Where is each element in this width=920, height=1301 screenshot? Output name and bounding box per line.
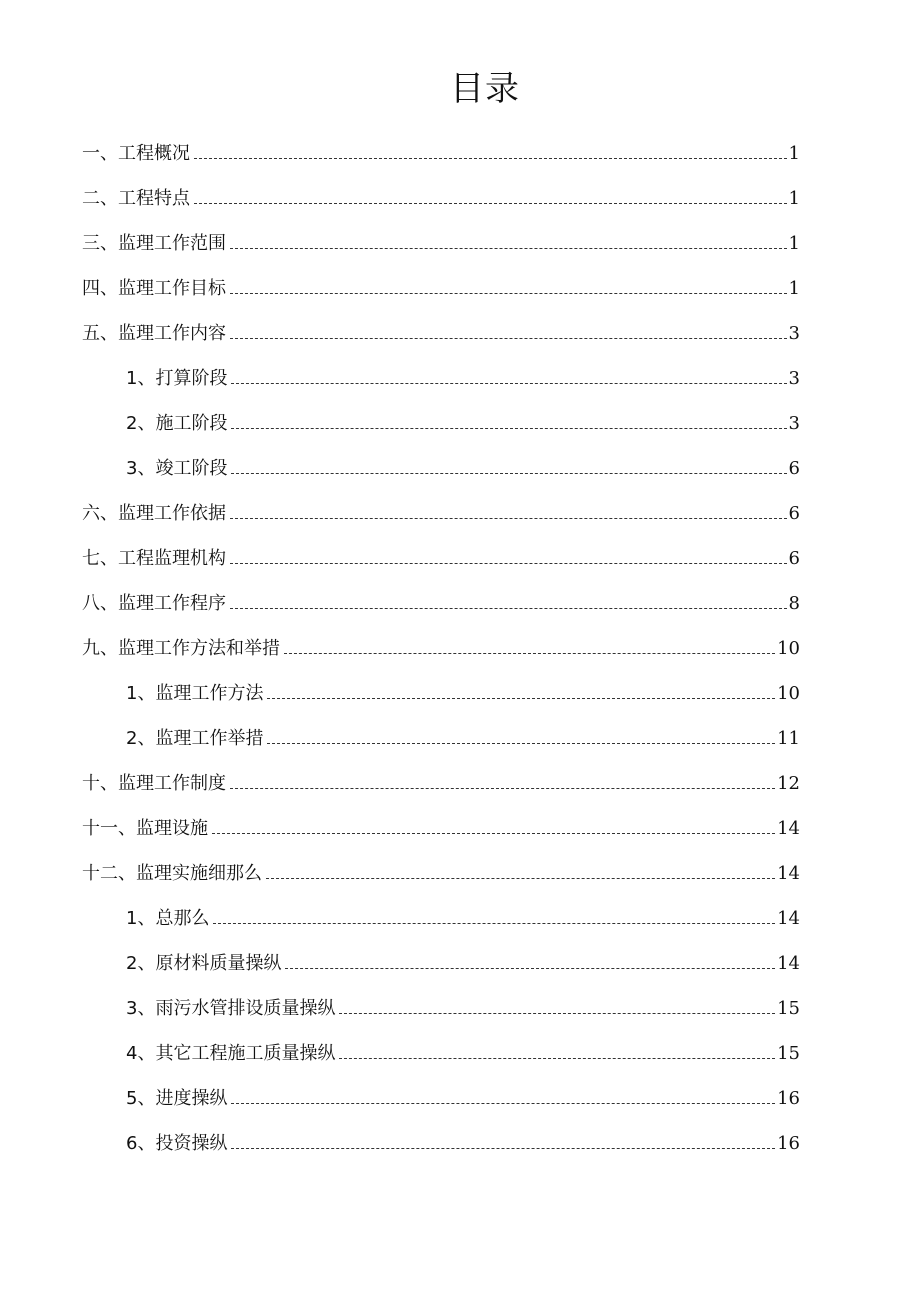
toc-leader-dashes [231, 1147, 775, 1149]
toc-leader-dashes [339, 1057, 775, 1059]
toc-entry-page: 16 [777, 1088, 800, 1109]
toc-leader-dashes [230, 247, 787, 249]
toc-leader-dashes [231, 1102, 775, 1104]
toc-entry-page: 14 [777, 953, 800, 974]
toc-leader-dashes [230, 337, 787, 339]
toc-subentry[interactable] [126, 721, 800, 751]
toc-subentry[interactable] [126, 946, 800, 976]
toc-entry-label: 5、进度操纵 [126, 1088, 228, 1109]
toc-entry-label: 3、雨污水管排设质量操纵 [126, 998, 336, 1019]
toc-leader-dashes [267, 742, 775, 744]
toc-subentry[interactable] [126, 991, 800, 1021]
toc-leader-dashes [231, 382, 786, 384]
toc-leader-dashes [267, 697, 775, 699]
toc-entry-label: 九、监理工作方法和举措 [82, 638, 280, 659]
toc-subentry[interactable] [126, 1036, 800, 1066]
toc-entry-label: 八、监理工作程序 [82, 593, 226, 614]
toc-entry-label: 2、施工阶段 [126, 413, 228, 434]
toc-entry[interactable] [82, 586, 800, 616]
toc-entry[interactable] [82, 496, 800, 526]
toc-subentry[interactable] [126, 901, 800, 931]
toc-entry-page: 10 [777, 638, 800, 659]
toc-entry-label: 二、工程特点 [82, 188, 190, 209]
toc-entry-page: 6 [788, 503, 800, 524]
toc-subentry[interactable] [126, 1126, 800, 1156]
toc-entry-label: 七、工程监理机构 [82, 548, 226, 569]
toc-leader-dashes [213, 922, 775, 924]
toc-entry-page: 10 [777, 683, 800, 704]
toc-leader-dashes [194, 202, 787, 204]
toc-entry-label: 1、监理工作方法 [126, 683, 264, 704]
toc-subentry[interactable] [126, 406, 800, 436]
toc-entry-label: 四、监理工作目标 [82, 278, 226, 299]
toc-leader-dashes [266, 877, 775, 879]
toc-entry-page: 14 [777, 818, 800, 839]
toc-entry[interactable] [82, 271, 800, 301]
toc-subentry[interactable] [126, 676, 800, 706]
toc-entry-label: 十二、监理实施细那么 [82, 863, 262, 884]
toc-entry-label: 十、监理工作制度 [82, 773, 226, 794]
toc-entry-label: 6、投资操纵 [126, 1133, 228, 1154]
page-title: 目录 [450, 69, 520, 109]
toc-entry-label: 1、总那么 [126, 908, 210, 929]
toc-entry-label: 六、监理工作依据 [82, 503, 226, 524]
toc-entry-page: 8 [788, 593, 800, 614]
toc-entry-page: 14 [777, 863, 800, 884]
toc-entry-label: 1、打算阶段 [126, 368, 228, 389]
toc-entry-page: 15 [777, 1043, 800, 1064]
toc-entry-label: 3、竣工阶段 [126, 458, 228, 479]
toc-leader-dashes [284, 652, 775, 654]
toc-entry-page: 1 [788, 278, 800, 299]
toc-entry[interactable] [82, 811, 800, 841]
toc-entry[interactable] [82, 541, 800, 571]
toc-entry-label: 五、监理工作内容 [82, 323, 226, 344]
toc-entry-label: 2、监理工作举措 [126, 728, 264, 749]
toc-entry-page: 11 [777, 728, 800, 749]
toc-entry-label: 一、工程概况 [82, 143, 190, 164]
toc-entry-page: 6 [788, 458, 800, 479]
toc-entry-page: 14 [777, 908, 800, 929]
toc-leader-dashes [194, 157, 787, 159]
toc-entry-page: 1 [788, 143, 800, 164]
toc-entry-page: 3 [788, 413, 800, 434]
toc-leader-dashes [230, 607, 787, 609]
toc-entry-page: 6 [788, 548, 800, 569]
toc-entry-label: 4、其它工程施工质量操纵 [126, 1043, 336, 1064]
toc-entry[interactable] [82, 856, 800, 886]
toc-leader-dashes [339, 1012, 775, 1014]
toc-entry[interactable] [82, 136, 800, 166]
toc-entry-page: 1 [788, 188, 800, 209]
toc-leader-dashes [230, 562, 787, 564]
toc-entry[interactable] [82, 766, 800, 796]
toc-entry-page: 16 [777, 1133, 800, 1154]
toc-leader-dashes [212, 832, 775, 834]
toc-entry[interactable] [82, 316, 800, 346]
toc-entry-page: 15 [777, 998, 800, 1019]
toc-subentry[interactable] [126, 1081, 800, 1111]
toc-entry-page: 3 [788, 323, 800, 344]
toc-leader-dashes [231, 472, 786, 474]
toc-leader-dashes [231, 427, 786, 429]
toc-entry-label: 三、监理工作范围 [82, 233, 226, 254]
toc-entry-label: 2、原材料质量操纵 [126, 953, 282, 974]
toc-entry-label: 十一、监理设施 [82, 818, 208, 839]
toc-subentry[interactable] [126, 361, 800, 391]
toc-leader-dashes [230, 787, 775, 789]
toc-leader-dashes [230, 292, 787, 294]
toc-entry-page: 1 [788, 233, 800, 254]
toc-entry[interactable] [82, 631, 800, 661]
toc-leader-dashes [285, 967, 775, 969]
toc-entry-page: 3 [788, 368, 800, 389]
toc-entry-page: 12 [777, 773, 800, 794]
toc-entry[interactable] [82, 181, 800, 211]
toc-entry[interactable] [82, 226, 800, 256]
toc-leader-dashes [230, 517, 787, 519]
toc-subentry[interactable] [126, 451, 800, 481]
